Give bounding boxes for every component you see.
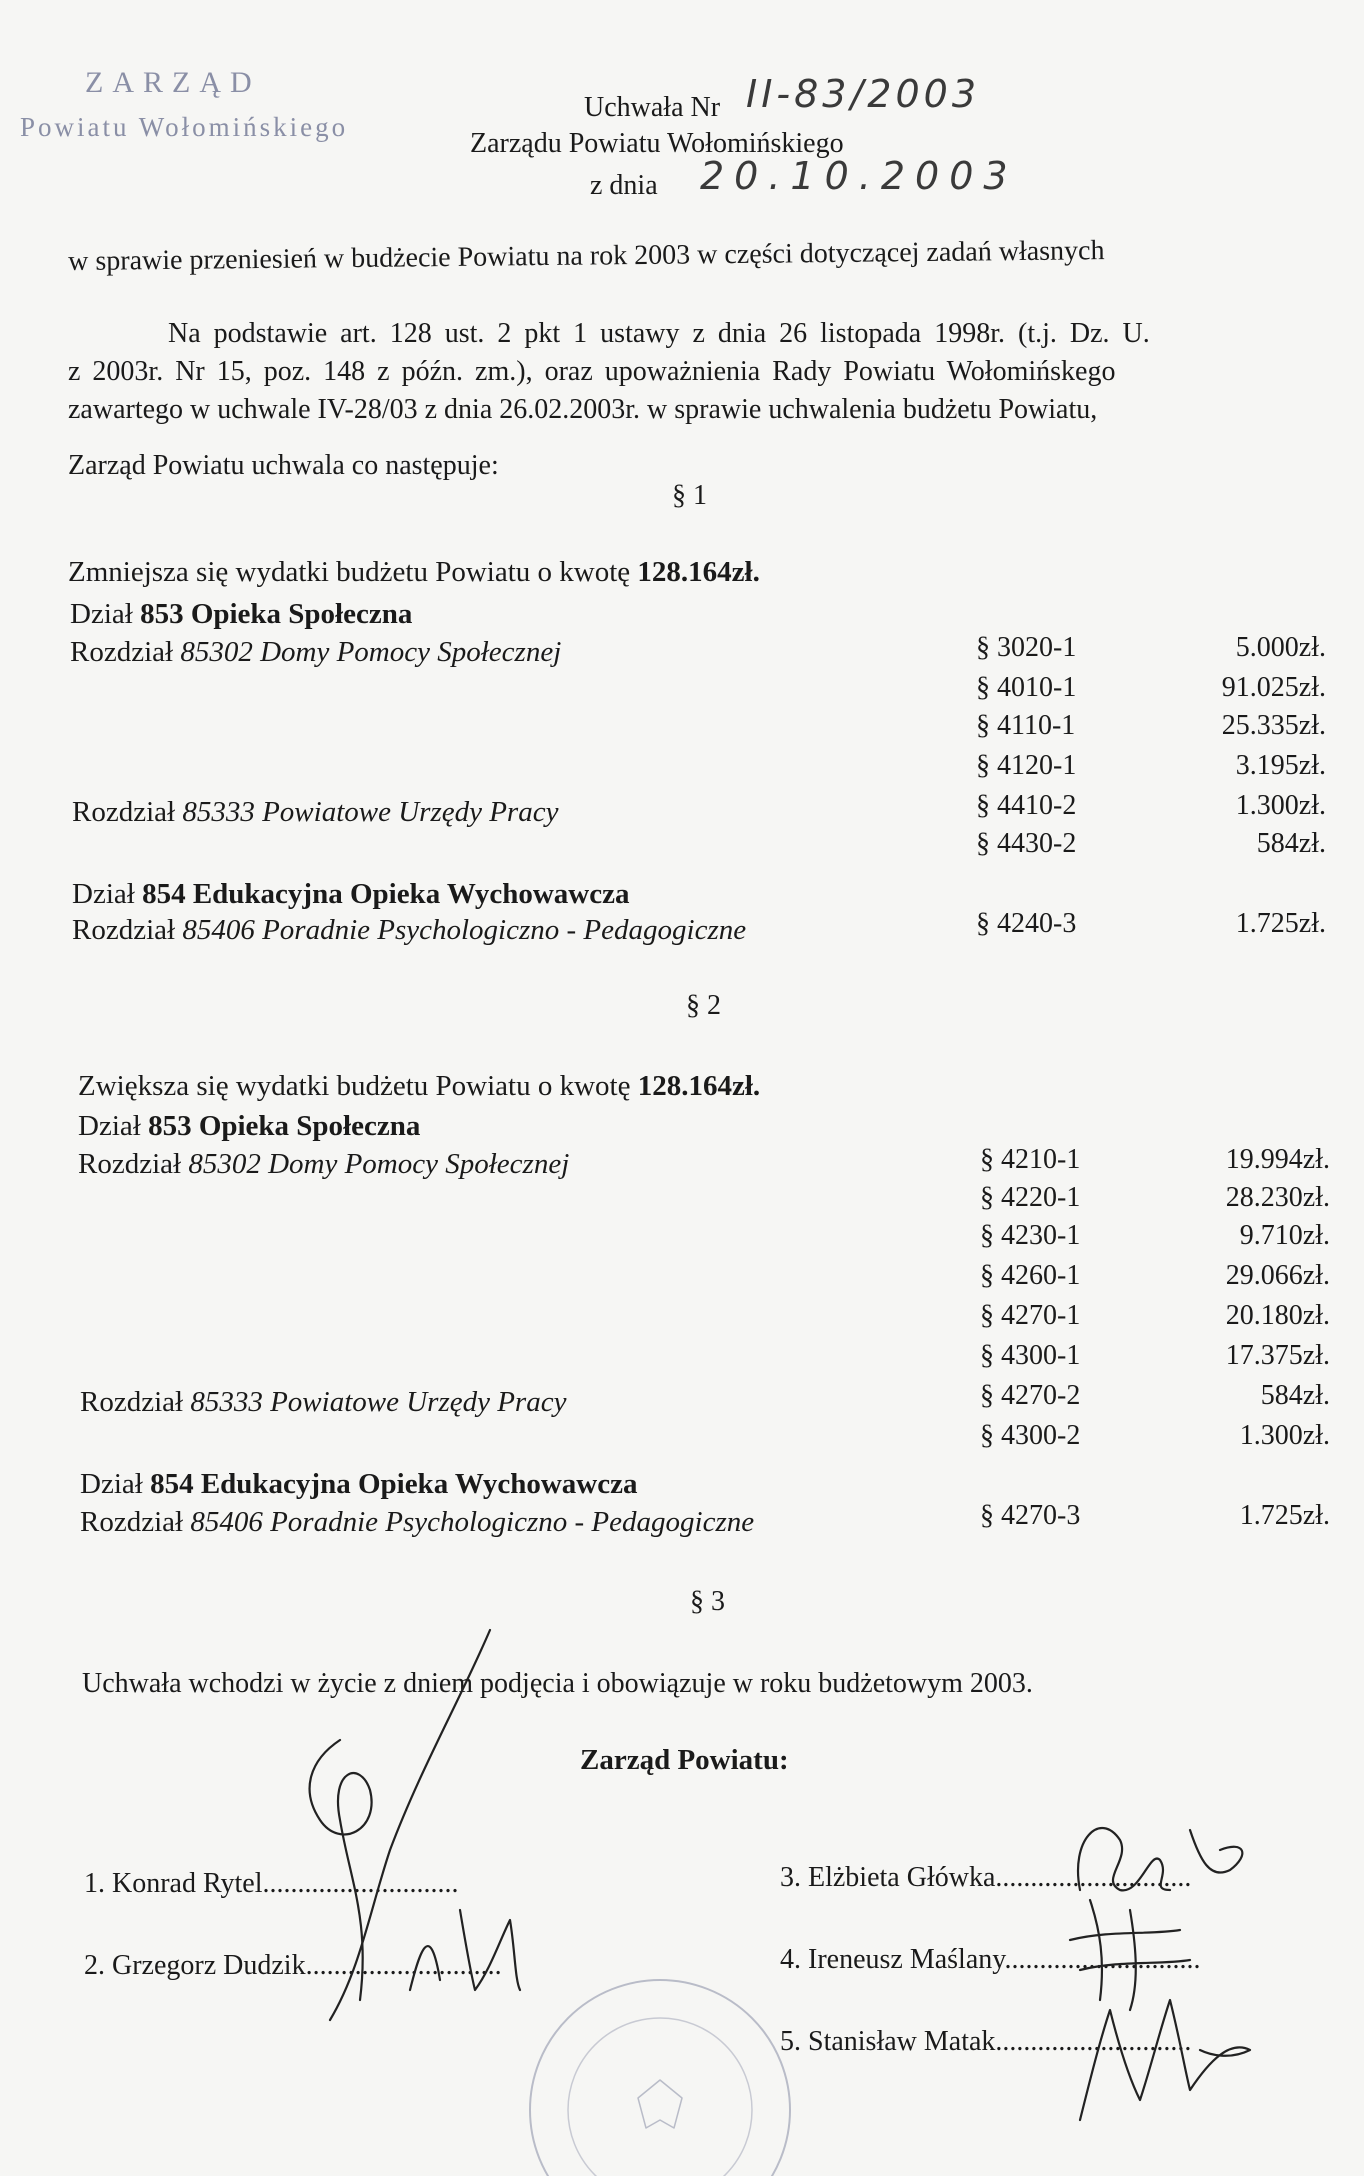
signature-line: ............................ xyxy=(995,1862,1192,1893)
section-1-row-par: § 3020-1 xyxy=(976,632,1077,663)
section-2-total-amount: 128.164zł. xyxy=(637,1070,761,1102)
dzial-name: 853 Opieka Społeczna xyxy=(140,598,413,630)
preamble-line-3: zawartego w uchwale IV-28/03 z dnia 26.02.2003r. w sprawie uchwalenia budżetu Powiatu, xyxy=(68,394,1098,425)
rozdzial-prefix: Rozdział xyxy=(80,1386,184,1418)
section-1-row-par: § 4410-2 xyxy=(976,790,1077,821)
rozdzial-prefix: Rozdział xyxy=(72,914,176,946)
section-1-mark: § 1 xyxy=(672,480,707,511)
section-2-rozdzial-85302 xyxy=(78,1148,569,1181)
rozdzial-name: 85333 Powiatowe Urzędy Pracy xyxy=(182,796,559,828)
rozdzial-name: 85333 Powiatowe Urzędy Pracy xyxy=(190,1386,567,1418)
resolution-date-value: 20.10.2003 xyxy=(700,154,1018,198)
section-1-row-amount: 91.025zł. xyxy=(1221,672,1326,703)
section-1-row-par: § 4240-3 xyxy=(976,908,1077,939)
member-name: 1. Konrad Rytel xyxy=(84,1868,263,1899)
section-1-row-amount: 5.000zł. xyxy=(1235,632,1326,663)
dzial-name: 853 Opieka Społeczna xyxy=(148,1110,421,1142)
signature-matak-icon xyxy=(1060,1980,1260,2130)
rozdzial-name: 85302 Domy Pomocy Społecznej xyxy=(180,636,562,668)
section-2-dzial-854 xyxy=(80,1468,637,1501)
rozdzial-name: 85302 Domy Pomocy Społecznej xyxy=(188,1148,570,1180)
official-seal-icon xyxy=(510,1960,810,2176)
section-2-row-par: § 4300-1 xyxy=(980,1340,1081,1371)
section-1-row-amount: 584zł. xyxy=(1256,828,1326,859)
signature-line: ............................ xyxy=(262,1868,459,1899)
section-2-row-amount: 19.994zł. xyxy=(1225,1144,1330,1175)
resolution-issuer: Zarządu Powiatu Wołomińskiego xyxy=(470,128,844,159)
section-2-row-par: § 4270-2 xyxy=(980,1380,1081,1411)
section-1-intro-text: Zmniejsza się wydatki budżetu Powiatu o kwotę xyxy=(68,556,631,588)
section-2-rozdzial-85333 xyxy=(80,1386,566,1419)
section-1-intro xyxy=(68,556,760,589)
resolution-number-value: II-83/2003 xyxy=(746,72,980,116)
section-2-intro-text: Zwiększa się wydatki budżetu Powiatu o kwotę xyxy=(78,1070,631,1102)
section-2-row-amount: 17.375zł. xyxy=(1225,1340,1330,1371)
section-1-rozdzial-85302 xyxy=(70,636,561,669)
section-2-row-amount: 20.180zł. xyxy=(1225,1300,1330,1331)
member-name: 3. Elżbieta Główka xyxy=(780,1862,996,1893)
section-2-row-amount: 1.725zł. xyxy=(1239,1500,1330,1531)
board-title: Zarząd Powiatu: xyxy=(580,1744,789,1776)
section-1-rozdzial-85333 xyxy=(72,796,558,829)
section-1-rozdzial-85406 xyxy=(72,914,746,947)
preamble-line-2: z 2003r. Nr 15, poz. 148 z późn. zm.), oraz upoważnienia Rady Powiatu Wołomińskego xyxy=(68,356,1116,387)
section-2-row-amount: 584zł. xyxy=(1260,1380,1330,1411)
rozdzial-prefix: Rozdział xyxy=(78,1148,182,1180)
rozdzial-prefix: Rozdział xyxy=(80,1506,184,1538)
resolution-date-label: z dnia xyxy=(590,170,658,201)
section-2-row-par: § 4260-1 xyxy=(980,1260,1081,1291)
dzial-prefix: Dział xyxy=(70,598,133,630)
section-1-row-par: § 4120-1 xyxy=(976,750,1077,781)
section-1-row-amount: 1.725zł. xyxy=(1235,908,1326,939)
preamble-line-4: Zarząd Powiatu uchwala co następuje: xyxy=(68,450,499,481)
section-1-row-amount: 1.300zł. xyxy=(1235,790,1326,821)
member-name: 4. Ireneusz Maślany xyxy=(780,1944,1005,1975)
office-stamp: ZARZĄD xyxy=(85,66,261,99)
signature-dudzik-icon xyxy=(400,1890,550,2010)
section-1-row-par: § 4010-1 xyxy=(976,672,1077,703)
section-3-text: Uchwała wchodzi w życie z dniem podjęcia i obowiązuje w roku budżetowym 2003. xyxy=(82,1668,1033,1699)
resolution-number-label: Uchwała Nr xyxy=(584,92,721,123)
section-2-row-amount: 29.066zł. xyxy=(1225,1260,1330,1291)
dzial-name: 854 Edukacyjna Opieka Wychowawcza xyxy=(142,878,630,910)
section-2-row-par: § 4220-1 xyxy=(980,1182,1081,1213)
signature-line: ............................ xyxy=(305,1950,502,1981)
rozdzial-name: 85406 Poradnie Psychologiczno - Pedagogiczne xyxy=(182,914,747,946)
dzial-prefix: Dział xyxy=(72,878,135,910)
section-1-dzial-853 xyxy=(70,598,412,631)
section-2-mark: § 2 xyxy=(686,990,721,1021)
signature-line: ............................ xyxy=(995,2026,1192,2057)
section-2-row-amount: 28.230zł. xyxy=(1225,1182,1330,1213)
section-2-row-amount: 1.300zł. xyxy=(1239,1420,1330,1451)
member-name: 5. Stanisław Matak xyxy=(780,2026,996,2057)
dzial-prefix: Dział xyxy=(80,1468,143,1500)
member-name: 2. Grzegorz Dudzik xyxy=(84,1950,306,1981)
rozdzial-prefix: Rozdział xyxy=(70,636,174,668)
rozdzial-name: 85406 Poradnie Psychologiczno - Pedagogiczne xyxy=(190,1506,755,1538)
section-3-mark: § 3 xyxy=(690,1586,725,1617)
dzial-name: 854 Edukacyjna Opieka Wychowawcza xyxy=(150,1468,638,1500)
section-2-row-par: § 4300-2 xyxy=(980,1420,1081,1451)
section-2-row-amount: 9.710zł. xyxy=(1239,1220,1330,1251)
section-2-intro xyxy=(78,1070,760,1103)
signature-line: ............................ xyxy=(1004,1944,1201,1975)
rozdzial-prefix: Rozdział xyxy=(72,796,176,828)
office-stamp-subtitle: Powiatu Wołomińskiego xyxy=(20,112,349,142)
section-2-row-par: § 4270-1 xyxy=(980,1300,1081,1331)
section-1-row-par: § 4110-1 xyxy=(976,710,1076,741)
section-2-row-par: § 4210-1 xyxy=(980,1144,1081,1175)
section-2-dzial-853 xyxy=(78,1110,420,1143)
preamble-line-1: Na podstawie art. 128 ust. 2 pkt 1 ustawy z dnia 26 listopada 1998r. (t.j. Dz. U. xyxy=(168,318,1150,349)
section-1-row-amount: 25.335zł. xyxy=(1221,710,1326,741)
dzial-prefix: Dział xyxy=(78,1110,141,1142)
resolution-subject: w sprawie przeniesień w budżecie Powiatu na rok 2003 w części dotyczącej zadań własnych xyxy=(68,235,1105,277)
section-1-row-amount: 3.195zł. xyxy=(1235,750,1326,781)
section-1-total-amount: 128.164zł. xyxy=(637,556,760,588)
section-2-row-par: § 4230-1 xyxy=(980,1220,1081,1251)
section-1-row-par: § 4430-2 xyxy=(976,828,1077,859)
section-2-rozdzial-85406 xyxy=(80,1506,754,1539)
section-1-dzial-854 xyxy=(72,878,629,911)
section-2-row-par: § 4270-3 xyxy=(980,1500,1081,1531)
